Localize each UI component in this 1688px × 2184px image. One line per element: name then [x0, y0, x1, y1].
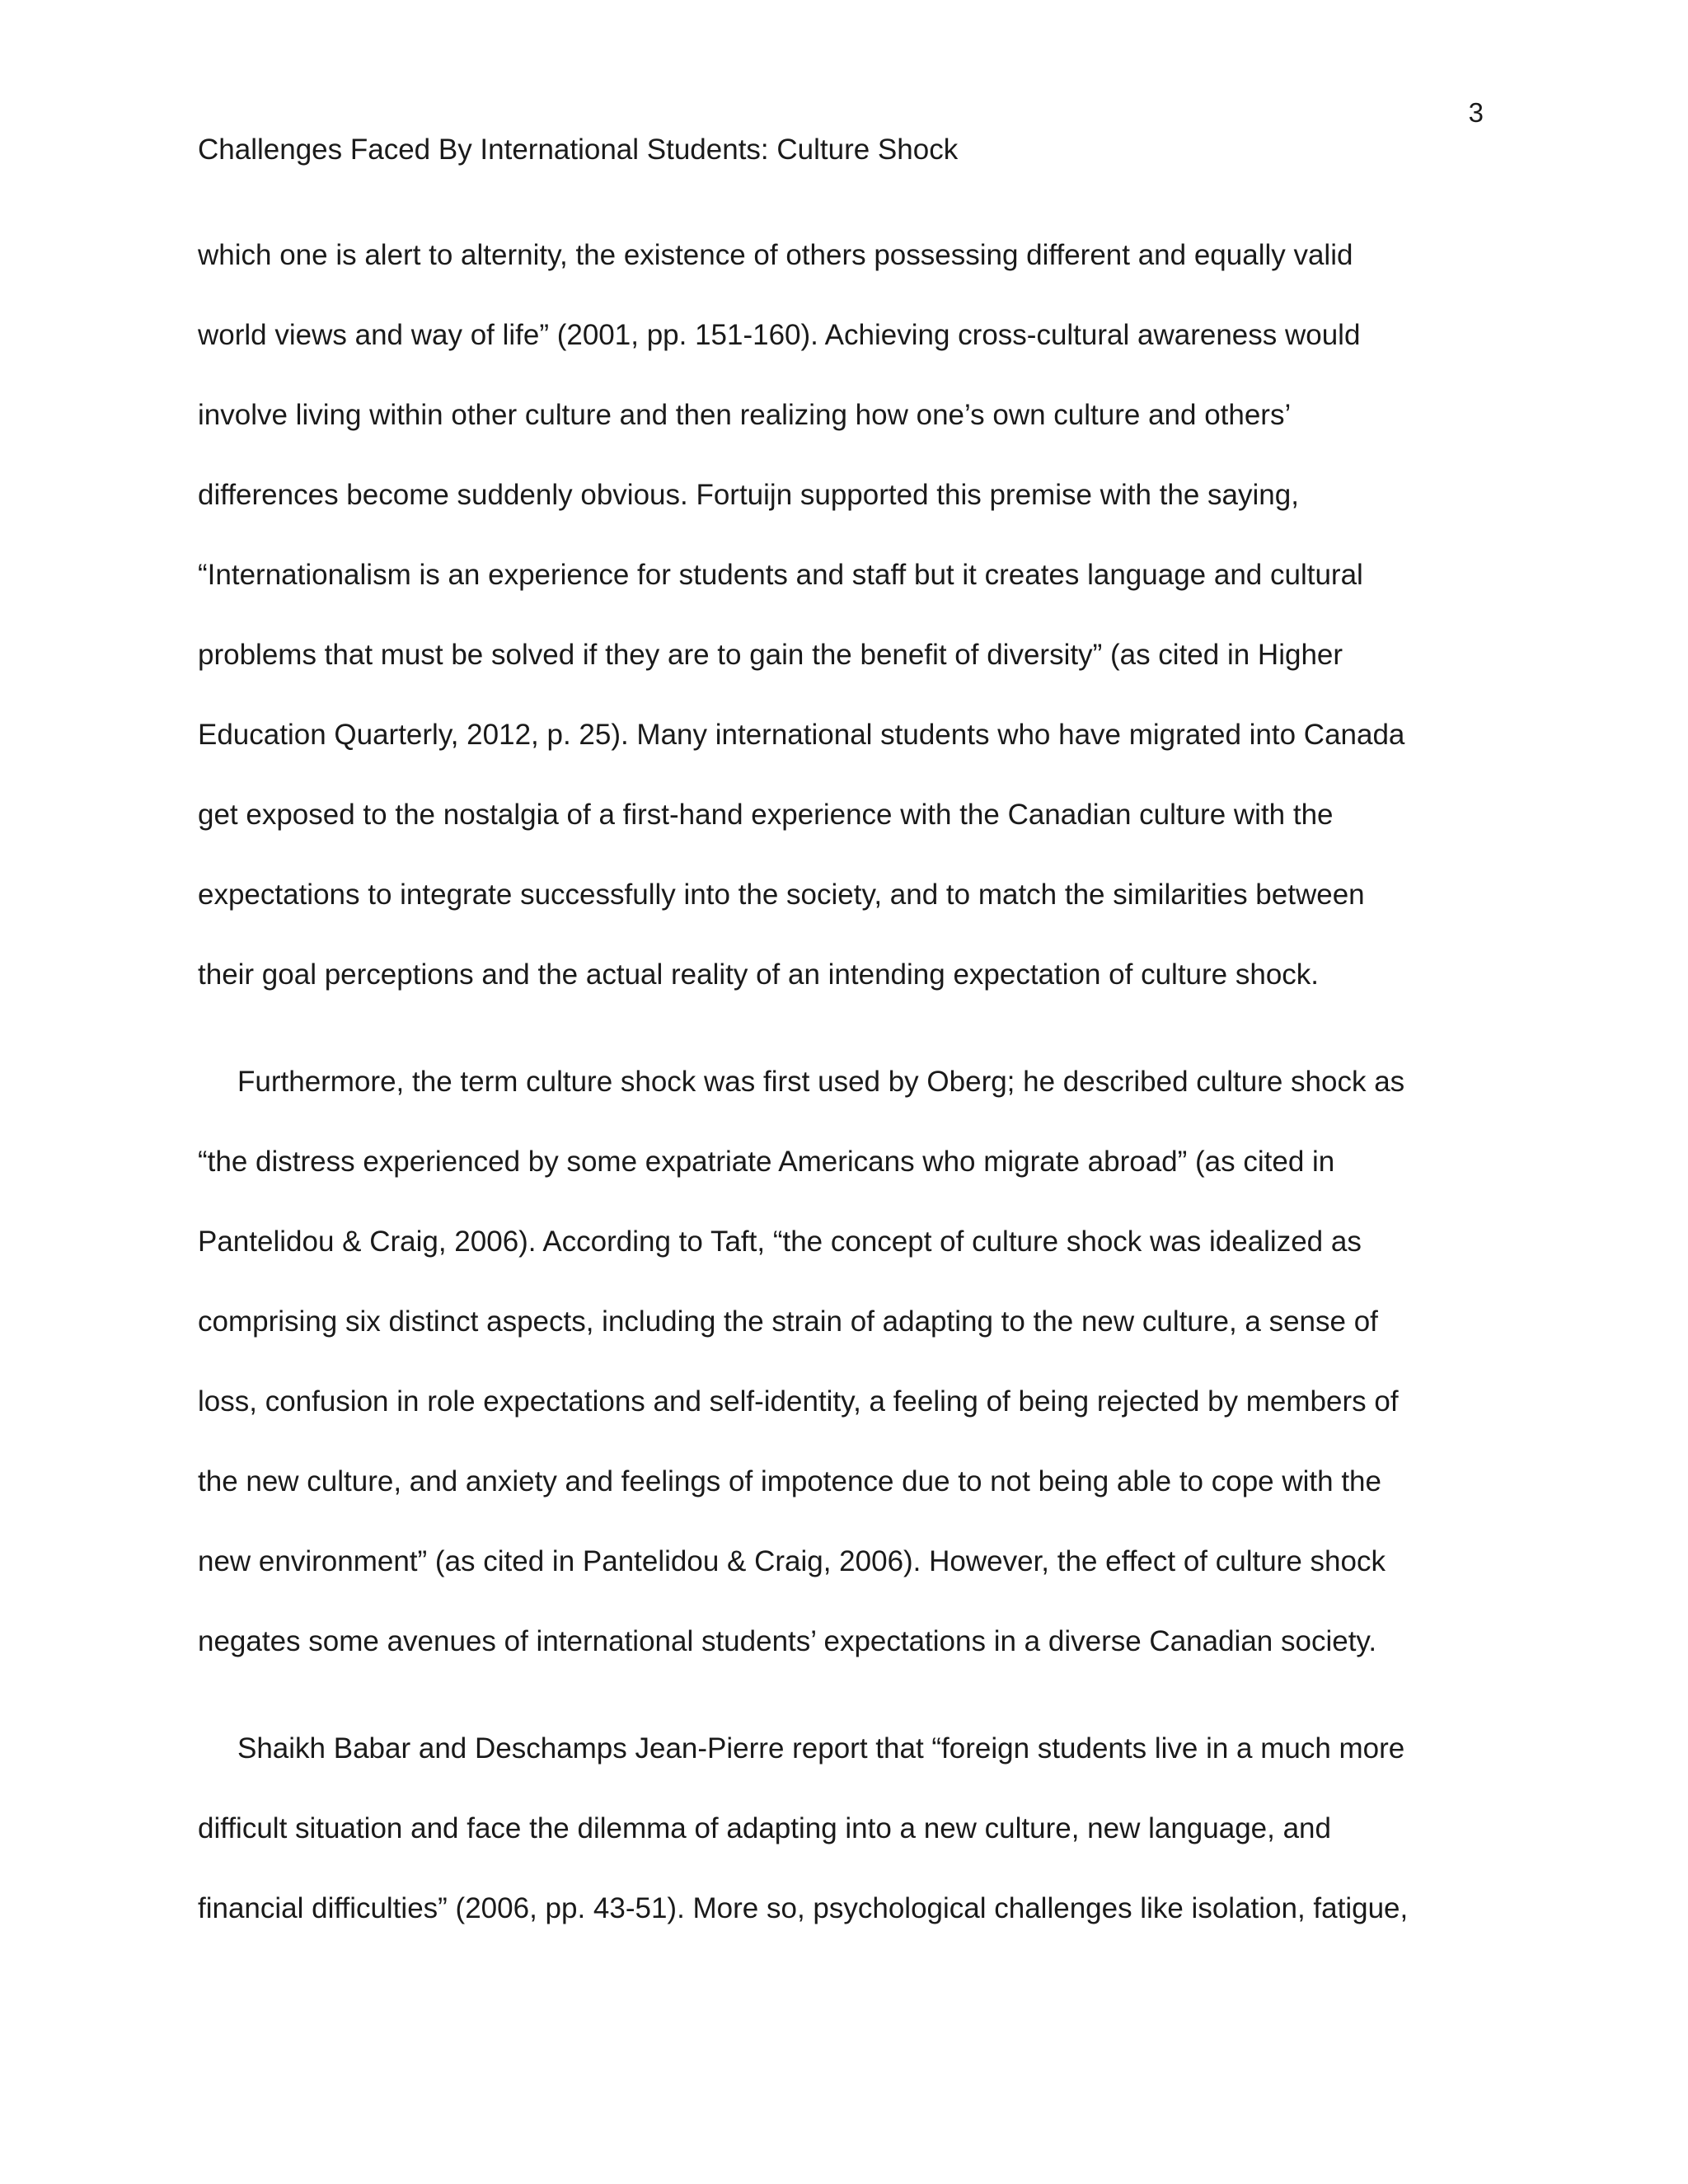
running-head: Challenges Faced By International Students: Culture Shock — [198, 134, 959, 166]
text-line: loss, confusion in role expectations and self-identity, a feeling of being rejected by members of — [198, 1385, 1399, 1418]
page-number: 3 — [1468, 97, 1484, 128]
text-line: “Internationalism is an experience for students and staff but it creates language and cultural — [198, 559, 1363, 591]
text-line: differences become suddenly obvious. Fortuijn supported this premise with the saying, — [198, 479, 1299, 511]
text-line: difficult situation and face the dilemma of adapting into a new culture, new language, and — [198, 1812, 1331, 1844]
text-line: comprising six distinct aspects, including the strain of adapting to the new culture, a sense of — [198, 1305, 1378, 1338]
text-line: new environment” (as cited in Pantelidou & Craig, 2006). However, the effect of culture shock — [198, 1545, 1386, 1577]
text-line: Education Quarterly, 2012, p. 25). Many international students who have migrated into Canada — [198, 719, 1405, 751]
text-line: world views and way of life” (2001, pp. 151-160). Achieving cross-cultural awareness would — [198, 319, 1361, 351]
text-line: expectations to integrate successfully into the society, and to match the similarities between — [198, 879, 1365, 911]
text-line: their goal perceptions and the actual reality of an intending expectation of culture shock. — [198, 958, 1320, 991]
text-line: Pantelidou & Craig, 2006). According to Taft, “the concept of culture shock was idealized as — [198, 1226, 1362, 1258]
text-line: get exposed to the nostalgia of a first-hand experience with the Canadian culture with the — [198, 799, 1334, 831]
text-line: Furthermore, the term culture shock was first used by Oberg; he described culture shock as — [237, 1066, 1405, 1098]
text-line: involve living within other culture and then realizing how one’s own culture and others’ — [198, 399, 1292, 431]
text-line: problems that must be solved if they are to gain the benefit of diversity” (as cited in Higher — [198, 639, 1343, 671]
text-line: the new culture, and anxiety and feelings of impotence due to not being able to cope with the — [198, 1465, 1381, 1497]
text-line: “the distress experienced by some expatriate Americans who migrate abroad” (as cited in — [198, 1146, 1335, 1178]
text-line: which one is alert to alternity, the existence of others possessing different and equally valid — [198, 239, 1353, 271]
text-line: negates some avenues of international students’ expectations in a diverse Canadian society. — [198, 1625, 1377, 1657]
text-line: Shaikh Babar and Deschamps Jean-Pierre report that “foreign students live in a much more — [237, 1732, 1405, 1765]
text-line: financial difficulties” (2006, pp. 43-51). More so, psychological challenges like isolation, fatigue, — [198, 1892, 1409, 1924]
